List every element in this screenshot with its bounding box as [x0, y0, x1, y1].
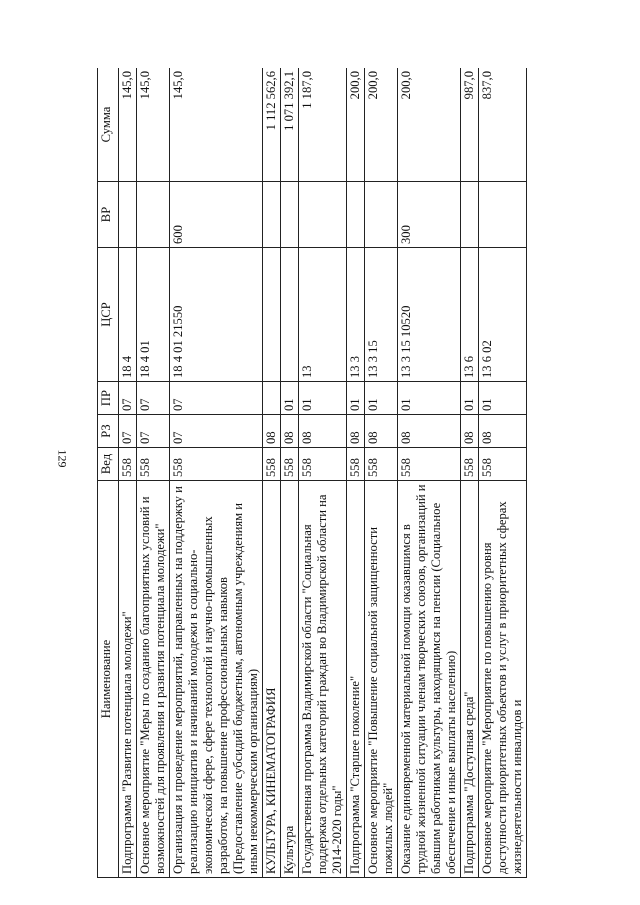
row-ved: 558 — [263, 448, 281, 481]
row-rz: 07 — [119, 415, 137, 448]
header-ved: Вед — [98, 448, 119, 481]
row-csr: 18 4 01 21550 — [170, 248, 263, 382]
table-row — [461, 68, 479, 878]
row-vr — [299, 182, 347, 248]
row-sum: 837,0 — [479, 68, 527, 182]
row-rz: 08 — [263, 415, 281, 448]
row-vr — [479, 182, 527, 248]
row-name: Основное мероприятие "Повышение социальной защищенности пожилых людей" — [365, 481, 398, 878]
row-ved: 558 — [281, 448, 299, 481]
row-csr — [263, 248, 281, 382]
header-csr: ЦСР — [98, 248, 119, 382]
row-sum: 200,0 — [347, 68, 365, 182]
row-sum: 145,0 — [170, 68, 263, 182]
row-vr: 600 — [170, 182, 263, 248]
row-pr: 01 — [365, 382, 398, 415]
budget-table-rotated — [97, 68, 629, 878]
row-sum: 1 112 562,6 — [263, 68, 281, 182]
row-csr: 13 — [299, 248, 347, 382]
row-rz: 08 — [398, 415, 461, 448]
row-ved: 558 — [365, 448, 398, 481]
row-csr: 13 6 02 — [479, 248, 527, 382]
row-vr — [119, 182, 137, 248]
row-csr: 18 4 — [119, 248, 137, 382]
table-row — [398, 68, 461, 878]
row-name: КУЛЬТУРА, КИНЕМАТОГРАФИЯ — [263, 481, 281, 878]
row-pr: 07 — [119, 382, 137, 415]
row-pr: 01 — [281, 382, 299, 415]
header-pr: ПР — [98, 382, 119, 415]
row-pr: 01 — [347, 382, 365, 415]
table-row — [170, 68, 263, 878]
row-csr: 13 3 — [347, 248, 365, 382]
row-vr — [347, 182, 365, 248]
row-vr — [137, 182, 170, 248]
header-vr: ВР — [98, 182, 119, 248]
header-name: Наименование — [98, 481, 119, 878]
table-row — [479, 68, 527, 878]
row-name: Подпрограмма "Развитие потенциала молодежи" — [119, 481, 137, 878]
row-name: Подпрограмма "Старшее поколение" — [347, 481, 365, 878]
row-ved: 558 — [461, 448, 479, 481]
row-ved: 558 — [479, 448, 527, 481]
row-name: Основное мероприятие "Мероприятие по повышению уровня доступности приоритетных объектов и услуг в приоритетных сферах жизнедеятельности инвалидов и — [479, 481, 527, 878]
row-vr: 300 — [398, 182, 461, 248]
table-row — [119, 68, 137, 878]
row-rz: 07 — [137, 415, 170, 448]
table-row — [137, 68, 170, 878]
row-pr: 07 — [137, 382, 170, 415]
budget-table-viewport — [97, 68, 629, 878]
row-name: Государственная программа Владимирской области "Социальная поддержка отдельных категорий граждан во Владимирской области на 2014-2020 годы" — [299, 481, 347, 878]
row-pr: 01 — [461, 382, 479, 415]
row-rz: 08 — [347, 415, 365, 448]
row-ved: 558 — [119, 448, 137, 481]
row-sum: 200,0 — [365, 68, 398, 182]
row-sum: 145,0 — [119, 68, 137, 182]
table-row — [299, 68, 347, 878]
row-csr: 13 3 15 — [365, 248, 398, 382]
row-csr: 18 4 01 — [137, 248, 170, 382]
header-sum: Сумма — [98, 68, 119, 182]
row-pr: 01 — [299, 382, 347, 415]
table-row — [263, 68, 281, 878]
row-csr: 13 3 15 10520 — [398, 248, 461, 382]
row-vr — [365, 182, 398, 248]
row-rz: 08 — [281, 415, 299, 448]
row-pr: 01 — [479, 382, 527, 415]
row-csr — [281, 248, 299, 382]
row-ved: 558 — [137, 448, 170, 481]
row-name: Оказание единовременной материальной помощи оказавшимся в трудной жизненной ситуации членам творческих союзов, организаций и бывшим работникам культуры, находящимся на пенсии (Социальное обеспечение и иные выплаты населению) — [398, 481, 461, 878]
row-sum: 1 071 392,1 — [281, 68, 299, 182]
row-pr: 07 — [170, 382, 263, 415]
row-vr — [461, 182, 479, 248]
row-sum: 200,0 — [398, 68, 461, 182]
row-ved: 558 — [347, 448, 365, 481]
row-vr — [281, 182, 299, 248]
row-name: Культура — [281, 481, 299, 878]
row-pr: 01 — [398, 382, 461, 415]
table-header-row — [98, 68, 119, 878]
row-vr — [263, 182, 281, 248]
row-ved: 558 — [299, 448, 347, 481]
row-rz: 08 — [461, 415, 479, 448]
row-ved: 558 — [398, 448, 461, 481]
row-rz: 08 — [299, 415, 347, 448]
row-rz: 08 — [479, 415, 527, 448]
row-csr: 13 6 — [461, 248, 479, 382]
header-rz: РЗ — [98, 415, 119, 448]
row-pr — [263, 382, 281, 415]
row-sum: 987,0 — [461, 68, 479, 182]
table-row — [281, 68, 299, 878]
table-row — [365, 68, 398, 878]
row-sum: 145,0 — [137, 68, 170, 182]
row-rz: 07 — [170, 415, 263, 448]
table-row — [347, 68, 365, 878]
row-sum: 1 187,0 — [299, 68, 347, 182]
row-name: Подпрограмма "Доступная среда" — [461, 481, 479, 878]
budget-table — [97, 68, 527, 878]
row-ved: 558 — [170, 448, 263, 481]
row-name: Организация и проведение мероприятий, направленных на поддержку и реализацию инициатив и начинаний молодежи в социально-экономической сфере, сфере технологий и научно-промышленных разработок, на повышение профессиональных навыков (Предоставление субсидий бюджетным, автономным учреждениям и иным некоммерческим организациям) — [170, 481, 263, 878]
page-number: 129 — [55, 449, 70, 468]
row-name: Основное мероприятие "Меры по созданию благоприятных условий и возможностей для проявления и развития потенциала молодежи" — [137, 481, 170, 878]
row-rz: 08 — [365, 415, 398, 448]
